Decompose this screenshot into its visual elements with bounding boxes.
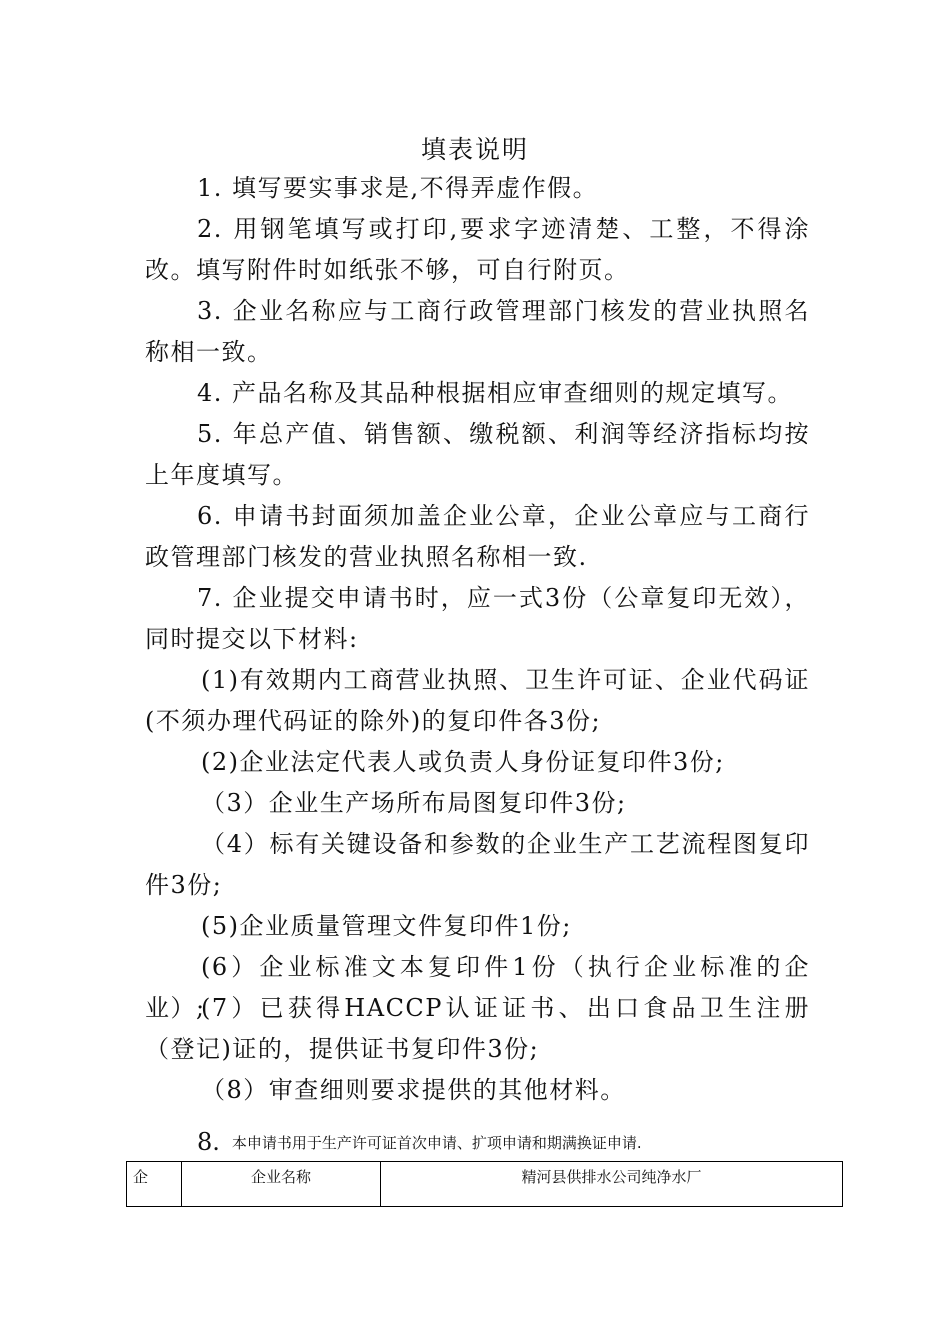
instruction-item-7: 7. 企业提交申请书时，应一式3份（公章复印无效），同时提交以下材料:: [145, 584, 810, 653]
instruction-item-1: 1. 填写要实事求是,不得弄虚作假。: [197, 174, 599, 202]
enterprise-info-table: [126, 1161, 843, 1207]
table-section-header: 企: [127, 1162, 182, 1207]
table-row: [127, 1162, 843, 1207]
material-item-8: （8）审查细则要求提供的其他材料。: [201, 1076, 626, 1104]
material-item-2: (2)企业法定代表人或负责人身份证复印件3份;: [201, 748, 725, 776]
material-item-1: (1)有效期内工商营业执照、卫生许可证、企业代码证(不须办理代码证的除外)的复印件各3份;: [145, 666, 810, 735]
instruction-item-5: 5. 年总产值、销售额、缴税额、利润等经济指标均按上年度填写。: [145, 420, 810, 489]
instruction-item-6: 6. 申请书封面须加盖企业公章，企业公章应与工商行政管理部门核发的营业执照名称相一致.: [145, 502, 810, 571]
material-item-4: （4）标有关键设备和参数的企业生产工艺流程图复印件3份;: [145, 830, 810, 899]
material-item-5: (5)企业质量管理文件复印件1份;: [201, 912, 572, 940]
enterprise-name-value: 精河县供排水公司纯净水厂: [381, 1162, 843, 1207]
instruction-item-8: [197, 1128, 847, 1156]
instruction-item-4: 4. 产品名称及其品种根据相应审查细则的规定填写。: [197, 379, 794, 407]
material-item-7: (7）已获得HACCP认证证书、出口食品卫生注册（登记)证的，提供证书复印件3份;: [145, 994, 810, 1063]
instruction-item-2: 2. 用钢笔填写或打印,要求字迹清楚、工整，不得涂改。填写附件时如纸张不够，可自行附页。: [145, 215, 810, 284]
material-item-6: (6）企业标准文本复印件1份（执行企业标准的企业）;: [145, 953, 810, 1022]
item-8-number: 8.: [197, 1128, 220, 1156]
instruction-item-3: 3. 企业名称应与工商行政管理部门核发的营业执照名称相一致。: [145, 297, 810, 366]
item-8-text: 本申请书用于生产许可证首次申请、扩项申请和期满换证申请.: [231, 1134, 642, 1152]
page-title: 填表说明: [420, 135, 529, 164]
enterprise-name-label: 企业名称: [182, 1162, 381, 1207]
material-item-3: （3）企业生产场所布局图复印件3份;: [201, 789, 627, 817]
